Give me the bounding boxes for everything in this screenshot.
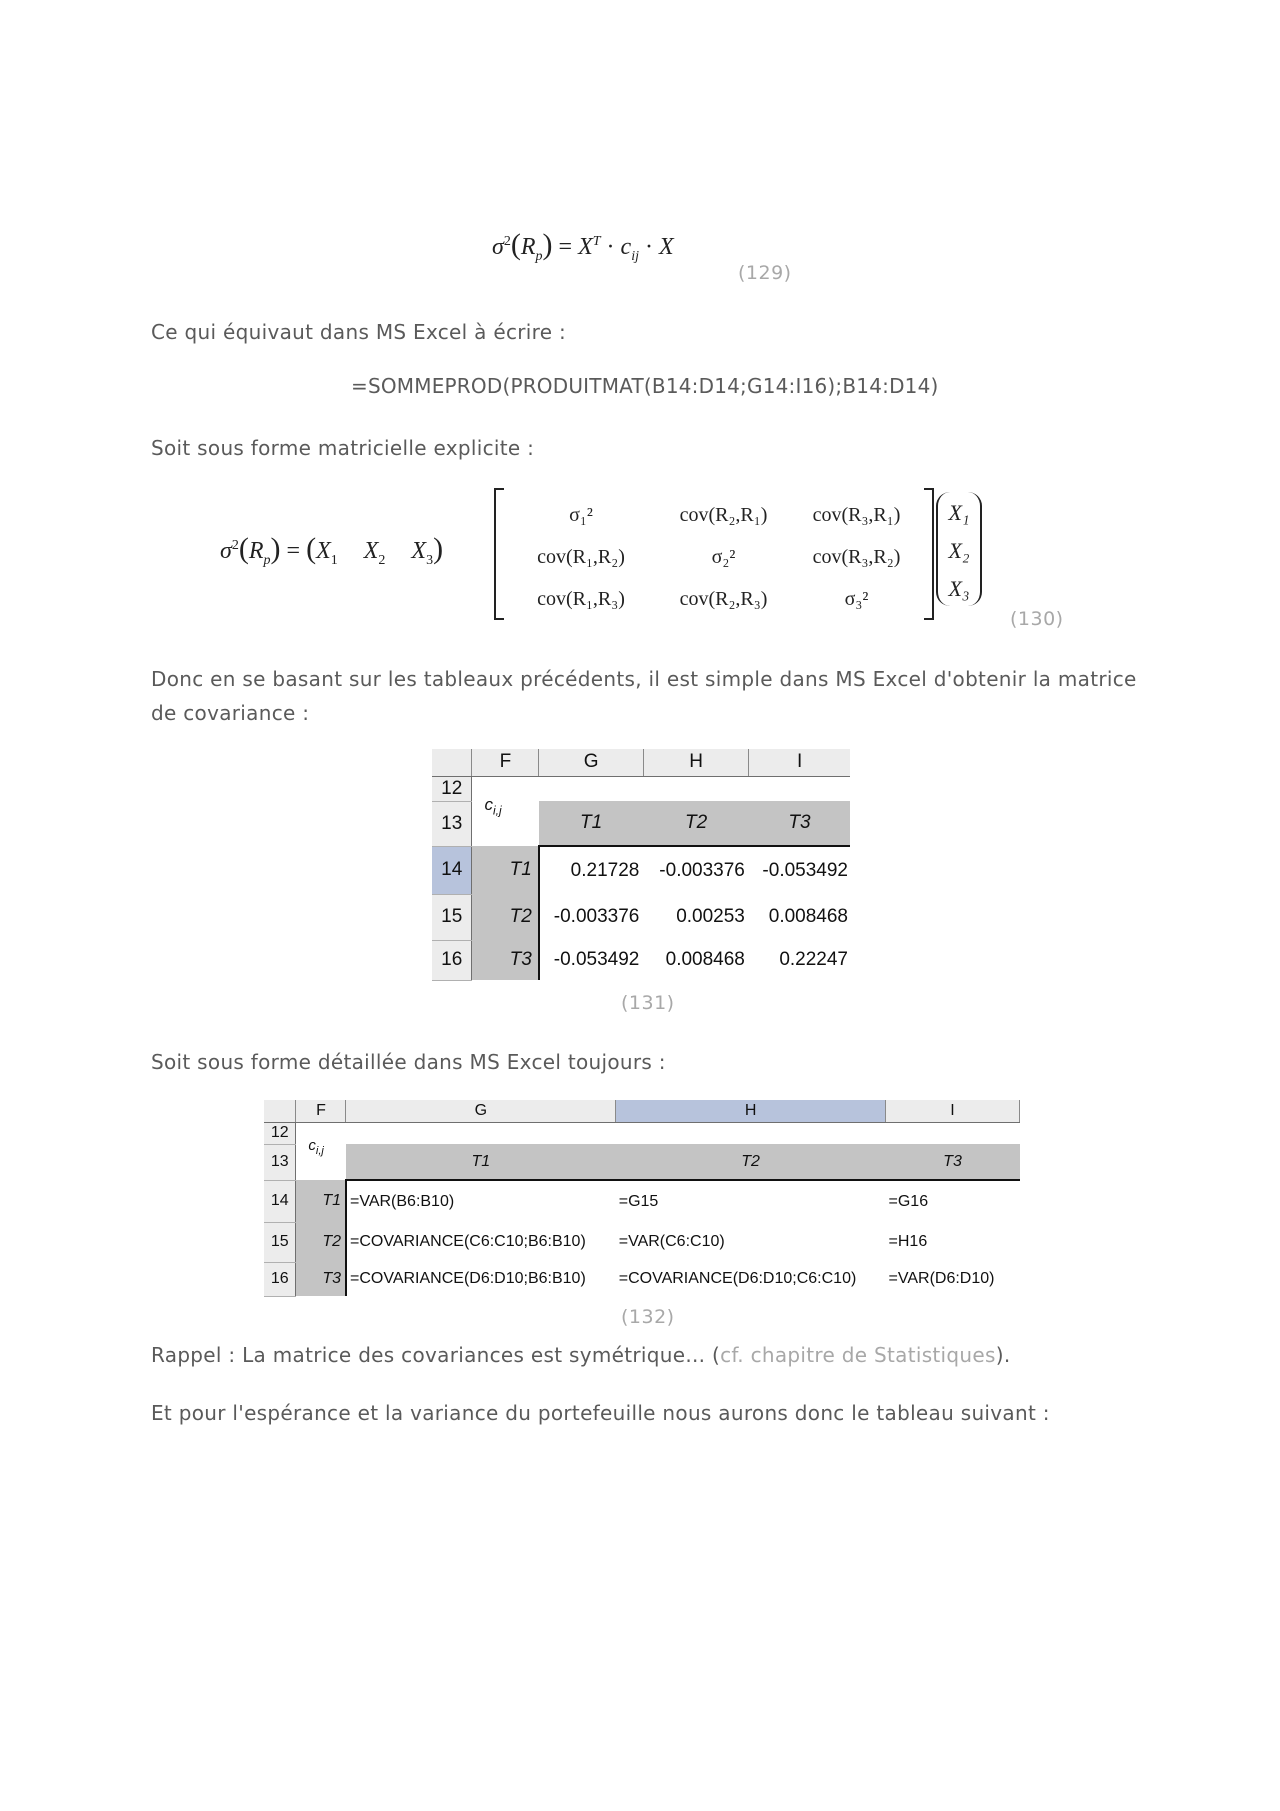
col-vector-x1: X₁ [948, 500, 970, 525]
sheet2-row-title-t2: T2 [296, 1222, 346, 1262]
matrix-cell-3-3: σ₃² [844, 587, 869, 610]
covariance-matrix-sheet [432, 749, 850, 981]
col-vector-x2: X₂ [948, 538, 970, 563]
sheet2-cell-g15[interactable]: =COVARIANCE(C6:C10;B6:B10) [349, 1233, 586, 1250]
sheet1-corner-label: $c_{i,j}$ [484, 794, 502, 817]
sheet2-row-13[interactable]: 13 [264, 1144, 296, 1180]
equation-number-130: (130) [1010, 608, 1064, 630]
sheet1-row-15[interactable]: 15 [432, 894, 472, 940]
sheet1-col-f[interactable]: F [472, 749, 539, 776]
sheet2-corner [264, 1100, 296, 1122]
sheet1-cell-g15[interactable]: -0.003376 [553, 906, 640, 927]
paragraph-excel-intro: Ce qui équivaut dans MS Excel à écrire : [151, 320, 567, 344]
sheet1-row-title-t1: T1 [472, 846, 539, 894]
matrix-cell-1-3: cov(R₃,R₁) [812, 503, 901, 526]
sheet2-col-title-t3: T3 [886, 1144, 1020, 1180]
sheet2-cell-i16[interactable]: =VAR(D6:D10) [888, 1270, 995, 1287]
matrix-cell-1-2: cov(R₂,R₁) [679, 503, 768, 526]
matrix-right-bracket [924, 488, 934, 620]
sheet2-cell-i14[interactable]: =G16 [886, 1180, 1020, 1222]
sheet2-col-h[interactable]: H [616, 1100, 886, 1122]
sheet1-row-14[interactable]: 14 [432, 846, 472, 894]
equation-number-129: (129) [738, 262, 792, 284]
sheet2-col-title-t1: T1 [346, 1144, 616, 1180]
equation-number-131: (131) [621, 992, 675, 1014]
sheet1-col-title-t2: T2 [643, 801, 749, 846]
sheet2-cell-i15[interactable]: =H16 [888, 1233, 928, 1250]
sheet1-corner [432, 749, 472, 776]
sheet1-row-13[interactable]: 13 [432, 801, 472, 846]
paragraph-matrix-form: Soit sous forme matricielle explicite : [151, 436, 535, 460]
sheet1-cell-i16[interactable]: 0.22247 [779, 949, 848, 970]
sigma-symbol: σ [492, 234, 504, 260]
sheet1-cell-g16[interactable]: -0.053492 [553, 949, 640, 970]
sheet2-cell-h15[interactable]: =VAR(C6:C10) [618, 1233, 725, 1250]
sheet1-col-h[interactable]: H [643, 749, 749, 776]
sheet2-row-14[interactable]: 14 [264, 1180, 296, 1222]
sheet1-row-title-t3: T3 [472, 940, 539, 980]
sheet2-row-title-t1: T1 [296, 1180, 346, 1222]
sheet2-row-12[interactable]: 12 [264, 1122, 296, 1144]
col-vector-x3: X₃ [948, 576, 970, 601]
sheet2-col-i[interactable]: I [886, 1100, 1020, 1122]
sheet1-cell-h16[interactable]: 0.008468 [665, 949, 745, 970]
paragraph-rappel: Rappel : La matrice des covariances est symétrique... (cf. chapitre de Statistiques). [151, 1343, 1011, 1367]
covariance-formulas-sheet [264, 1100, 1020, 1297]
sheet1-cell-g14[interactable]: 0.21728 [539, 846, 644, 894]
sheet2-row-title-t3: T3 [296, 1262, 346, 1296]
sheet2-cell-g16[interactable]: =COVARIANCE(D6:D10;B6:B10) [349, 1270, 586, 1287]
link-chapitre-statistiques[interactable]: cf. chapitre de Statistiques [720, 1343, 996, 1367]
sheet2-row-16[interactable]: 16 [264, 1262, 296, 1296]
sheet1-col-g[interactable]: G [539, 749, 644, 776]
paragraph-detailed-form: Soit sous forme détaillée dans MS Excel toujours : [151, 1050, 666, 1074]
matrix-cell-2-3: cov(R₃,R₂) [812, 545, 901, 568]
sheet2-cell-g14[interactable]: =VAR(B6:B10) [346, 1180, 616, 1222]
matrix-cell-2-1: cov(R₁,R₂) [537, 545, 625, 568]
sheet1-row-16[interactable]: 16 [432, 940, 472, 980]
equation-129: $\sigma^2(R_p) = X^T \cdot c_{ij} \cdot X$ [492, 228, 674, 264]
sheet1-cell-i15[interactable]: 0.008468 [768, 906, 848, 927]
sheet1-cell-i14[interactable]: -0.053492 [749, 846, 850, 894]
matrix-cell-2-2: σ₂² [711, 545, 736, 568]
equation-130: $\sigma^2(R_p) = (X_1$ $X_2$ $X_3$) σ₁² cov(R₂,R₁) cov(R₃,R₁) cov(R₁,R₂) σ₂² cov(R₃,R₂) cov(R₁,R₃) cov(R₂,R₃) σ₃² X₁ X₂ X₃ [220, 484, 1000, 622]
sheet2-col-f[interactable]: F [296, 1100, 346, 1122]
sheet1-row-title-t2: T2 [472, 894, 539, 940]
sheet2-cell-h16[interactable]: =COVARIANCE(D6:D10;C6:C10) [618, 1270, 857, 1287]
paragraph-portfolio-table-intro: Et pour l'espérance et la variance du portefeuille nous aurons donc le tableau suivant : [151, 1401, 1050, 1425]
sheet1-col-title-t1: T1 [539, 801, 644, 846]
sheet2-row-15[interactable]: 15 [264, 1222, 296, 1262]
sheet1-col-title-t3: T3 [749, 801, 850, 846]
sheet2-col-g[interactable]: G [346, 1100, 616, 1122]
sheet1-cell-h14[interactable]: -0.003376 [643, 846, 749, 894]
matrix-cell-1-1: σ₁² [569, 503, 593, 526]
sheet1-cell-h15[interactable]: 0.00253 [676, 906, 745, 927]
equation-number-132: (132) [621, 1306, 675, 1328]
sheet1-row-12[interactable]: 12 [432, 776, 472, 801]
matrix-cell-3-1: cov(R₁,R₃) [537, 587, 625, 610]
matrix-left-bracket [494, 488, 504, 620]
sheet2-col-title-t2: T2 [616, 1144, 886, 1180]
excel-formula-sommeprod: =SOMMEPROD(PRODUITMAT(B14:D14;G14:I16);B14:D14) [351, 374, 939, 398]
sheet1-col-i[interactable]: I [749, 749, 850, 776]
sheet2-corner-label: $c_{i,j}$ [308, 1136, 324, 1157]
matrix-cell-3-2: cov(R₂,R₃) [679, 587, 768, 610]
paragraph-covariance-intro: Donc en se basant sur les tableaux précédents, il est simple dans MS Excel d'obtenir la matrice de covariance : [151, 667, 1137, 725]
sheet2-cell-h14[interactable]: =G15 [616, 1180, 886, 1222]
